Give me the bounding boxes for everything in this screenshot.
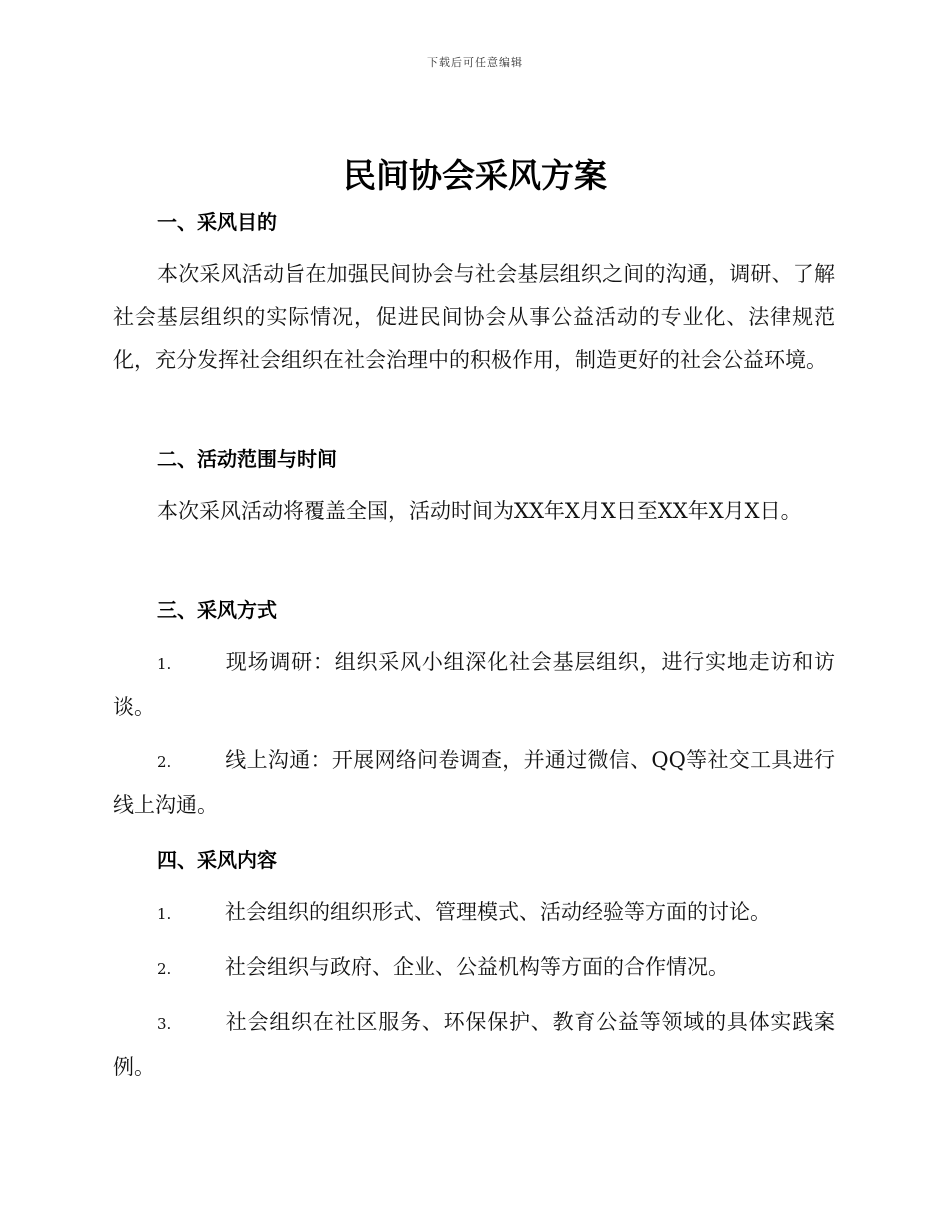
list-item-text: 社会组织在社区服务、环保保护、教育公益等领域的具体实践案例。 xyxy=(113,1010,835,1079)
list-item xyxy=(113,946,835,991)
list-item-text: 社会组织与政府、企业、公益机构等方面的合作情况。 xyxy=(225,955,729,979)
list-item-text: 社会组织的组织形式、管理模式、活动经验等方面的讨论。 xyxy=(225,900,771,924)
section-paragraph-scope-time: 本次采风活动将覆盖全国，活动时间为XX年X月X日至XX年X月X日。 xyxy=(157,499,802,523)
list-item-number: 2. xyxy=(157,960,172,978)
page-header-note: 下载后可任意编辑 xyxy=(427,56,523,69)
list-item xyxy=(113,1001,835,1089)
list-item xyxy=(113,891,835,936)
list-item-text: 线上沟通：开展网络问卷调查，并通过微信、QQ等社交工具进行线上沟通。 xyxy=(113,748,835,817)
section-heading-purpose: 一、采风目的 xyxy=(157,210,277,234)
document-title: 民间协会采风方案 xyxy=(343,156,607,195)
list-item-number: 2. xyxy=(157,753,172,771)
list-item-number: 1. xyxy=(157,655,172,673)
list-item-number: 1. xyxy=(157,905,172,923)
list-item xyxy=(113,739,835,827)
section-heading-scope-time: 二、活动范围与时间 xyxy=(157,447,337,471)
section-heading-methods: 三、采风方式 xyxy=(157,598,277,622)
section-heading-content: 四、采风内容 xyxy=(157,848,277,872)
section-paragraph-purpose: 本次采风活动旨在加强民间协会与社会基层组织之间的沟通，调研、了解社会基层组织的实际情况，促进民间协会从事公益活动的专业化、法律规范化，充分发挥社会组织在社会治理中的积极作用，制造更好的社会公益环境。 xyxy=(113,262,835,372)
list-item xyxy=(113,641,835,729)
list-item-text: 现场调研：组织采风小组深化社会基层组织，进行实地走访和访谈。 xyxy=(113,650,835,719)
list-item-number: 3. xyxy=(157,1015,172,1033)
